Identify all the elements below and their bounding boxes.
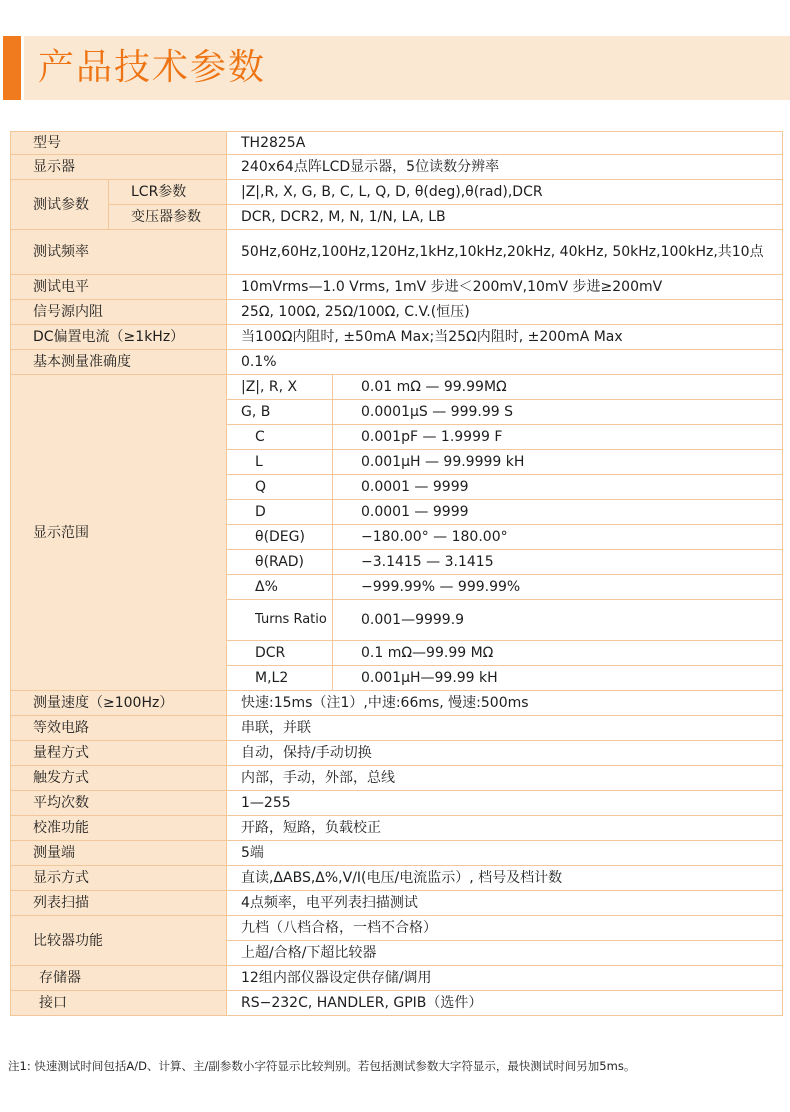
sub-label: 变压器参数 [109, 205, 227, 230]
table-row [11, 741, 783, 766]
row-value: 直读,ΔABS,Δ%,V/I(电压/电流监示）, 档号及档计数 [227, 866, 783, 891]
table-row [11, 866, 783, 891]
table-row [11, 325, 783, 350]
range-value: −999.99% — 999.99% [333, 575, 783, 600]
row-label: 显示范围 [11, 375, 227, 691]
row-value: 240x64点阵LCD显示器，5位读数分辨率 [227, 155, 783, 180]
row-value: 当100Ω内阻时, ±50mA Max;当25Ω内阻时, ±200mA Max [227, 325, 783, 350]
row-label: 测试电平 [11, 275, 227, 300]
table-row [11, 716, 783, 741]
row-value: 25Ω, 100Ω, 25Ω/100Ω, C.V.(恒压) [227, 300, 783, 325]
row-value: 自动，保持/手动切换 [227, 741, 783, 766]
table-row [11, 791, 783, 816]
row-label: 比较器功能 [11, 916, 227, 966]
range-value: 0.1 mΩ—99.99 MΩ [333, 641, 783, 666]
range-param: Turns Ratio [227, 600, 333, 641]
row-value: RS−232C, HANDLER, GPIB（选件） [227, 991, 783, 1016]
row-value: 0.1% [227, 350, 783, 375]
spec-table [10, 131, 783, 1016]
table-row [11, 205, 783, 230]
range-value: 0.0001μS — 999.99 S [333, 400, 783, 425]
row-label: 显示方式 [11, 866, 227, 891]
row-value: 内部，手动，外部，总线 [227, 766, 783, 791]
table-row [11, 691, 783, 716]
range-value: 0.0001 — 9999 [333, 475, 783, 500]
range-param: Q [227, 475, 333, 500]
row-label: 显示器 [11, 155, 227, 180]
row-label: 测试参数 [11, 180, 109, 230]
table-row [11, 891, 783, 916]
row-label: 存储器 [11, 966, 227, 991]
range-param: |Z|, R, X [227, 375, 333, 400]
row-value: 1—255 [227, 791, 783, 816]
row-value: 串联，并联 [227, 716, 783, 741]
row-label: 测试频率 [11, 230, 227, 275]
range-param: L [227, 450, 333, 475]
range-param: D [227, 500, 333, 525]
range-value: 0.01 mΩ — 99.99MΩ [333, 375, 783, 400]
table-row [11, 350, 783, 375]
table-row [11, 132, 783, 155]
row-label: 测量端 [11, 841, 227, 866]
range-value: −180.00° — 180.00° [333, 525, 783, 550]
table-row [11, 300, 783, 325]
row-label: 等效电路 [11, 716, 227, 741]
page-title: 产品技术参数 [38, 47, 267, 88]
range-value: −3.1415 — 3.1415 [333, 550, 783, 575]
range-param: θ(RAD) [227, 550, 333, 575]
table-row [11, 916, 783, 941]
row-value: 开路，短路，负载校正 [227, 816, 783, 841]
row-value: 4点频率，电平列表扫描测试 [227, 891, 783, 916]
row-value: 5端 [227, 841, 783, 866]
range-value: 0.001—9999.9 [333, 600, 783, 641]
row-label: 接口 [11, 991, 227, 1016]
range-param: θ(DEG) [227, 525, 333, 550]
table-row [11, 966, 783, 991]
row-value: 上超/合格/下超比较器 [227, 941, 783, 966]
range-value: 0.001μH—99.99 kH [333, 666, 783, 691]
table-row [11, 275, 783, 300]
range-value: 0.001pF — 1.9999 F [333, 425, 783, 450]
title-banner [0, 36, 790, 100]
footnote: 注1: 快速测试时间包括A/D、计算、主/副参数小字符显示比较判别。若包括测试参数大字符显示，最快测试时间另加5ms。 [8, 1059, 636, 1073]
row-label: DC偏置电流（≥1kHz） [11, 325, 227, 350]
row-label: 量程方式 [11, 741, 227, 766]
range-param: C [227, 425, 333, 450]
row-value: 快速:15ms（注1）,中速:66ms, 慢速:500ms [227, 691, 783, 716]
row-value: 九档（八档合格，一档不合格） [227, 916, 783, 941]
range-value: 0.001μH — 99.9999 kH [333, 450, 783, 475]
row-value: 10mVrms—1.0 Vrms, 1mV 步进＜200mV,10mV 步进≥200mV [227, 275, 783, 300]
row-label: 信号源内阻 [11, 300, 227, 325]
row-label: 列表扫描 [11, 891, 227, 916]
row-value: TH2825A [227, 132, 783, 155]
table-row [11, 766, 783, 791]
range-param: DCR [227, 641, 333, 666]
row-label: 基本测量准确度 [11, 350, 227, 375]
row-label: 触发方式 [11, 766, 227, 791]
row-label: 型号 [11, 132, 227, 155]
row-label: 校准功能 [11, 816, 227, 841]
table-row [11, 230, 783, 275]
range-param: Δ% [227, 575, 333, 600]
table-row [11, 180, 783, 205]
banner-accent-bar [3, 36, 21, 100]
row-label: 平均次数 [11, 791, 227, 816]
range-param: G, B [227, 400, 333, 425]
table-row [11, 991, 783, 1016]
row-value: DCR, DCR2, M, N, 1/N, LA, LB [227, 205, 783, 230]
table-row [11, 155, 783, 180]
table-row [11, 841, 783, 866]
row-value: 12组内部仪器设定供存储/调用 [227, 966, 783, 991]
row-label: 测量速度（≥100Hz） [11, 691, 227, 716]
range-param: M,L2 [227, 666, 333, 691]
sub-label: LCR参数 [109, 180, 227, 205]
range-value: 0.0001 — 9999 [333, 500, 783, 525]
table-row [11, 816, 783, 841]
row-value: |Z|,R, X, G, B, C, L, Q, D, θ(deg),θ(rad),DCR [227, 180, 783, 205]
row-value: 50Hz,60Hz,100Hz,120Hz,1kHz,10kHz,20kHz, 40kHz, 50kHz,100kHz,共10点 [227, 230, 783, 275]
table-row [11, 375, 783, 400]
